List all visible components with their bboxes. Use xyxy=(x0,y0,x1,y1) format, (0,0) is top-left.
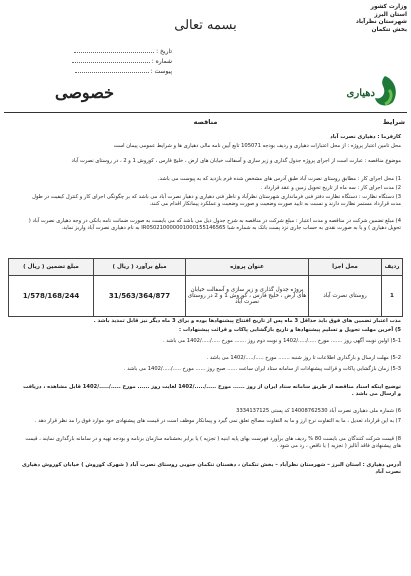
delivery-line-3: 5-3) زمان بازگشایی پاکات و قرائت پیشنهادات از سامانه ستاد ایران ساعت ...... صبح روز ...... مورخ ...../...../1402 می باشد . xyxy=(123,366,401,372)
address-line: آدرس دهیاری : استان البرز – شهرستان نظرآباد – بخش تنکمان ، دهستان تنکمان جنوبی روستای نصرت آباد ( شهرک کوروش ) خیابان کوروش دهیاری نصرت آباد xyxy=(21,462,401,475)
tender-title: مناقصه xyxy=(193,118,218,126)
date-label: تاریخ : xyxy=(156,48,172,55)
duration-line: 2) مدت اجرای کار : سه ماه از تاریخ تحویل زمین و عقد قرارداد . xyxy=(260,185,401,191)
delivery-line-4: توضیح اینکه اسناد مناقصه از طریق سامانه ستاد ایران از روز ...... مورخ ...../...../1402 لغایت روز ...... مورخ ...../...../1402 قابل مشاهده ، دریافت و ارسال می باشد . xyxy=(23,384,401,397)
number-field xyxy=(52,58,172,65)
table-header-row xyxy=(9,259,403,276)
guarantee-line: 4) مبلغ تضمین شرکت در مناقصه و مدت اعتبار : مبلغ شرکت در مناقصه به شرح جدول ذیل می باشد که می بایست به صورت ضمانت نامه بانکی در وجه دهیاری نصرت آباد ( تحویل دهیاری ) و یا به صورت نقدی به حساب جاری نزد پست بانک به شماره شبا IR050210000001000155146565 به نام دهیاری نصرت آباد واریز نماید. xyxy=(28,218,401,231)
date-field xyxy=(52,48,172,55)
number-label: شماره : xyxy=(151,58,172,65)
subject-line: موضوع مناقصه : عبارت است از اجرای پروژه جدول گذاری و زیر سازی و آسفالت خیابان های ارض ، خلیج فارس ، کوروش 1 و 2 ، در روستای نصرت آباد xyxy=(71,158,401,164)
attachment-label: پیوست : xyxy=(150,68,172,75)
supervision-line: 3) دستگاه نظارت : دستگاه نظارت دفتر فنی فرمانداری شهرستان نظرآباد و ناظر فنی دهیاری و دهیار نصرت آباد می باشد که بر چگونگی اجرای کار و کنترل کیفیت در طول مدت قرارداد مستمر نظارت دارند و نسبت به تایید صورت وضعیت و صورت وضعیت و عملکرد پیمانکار اقدام می کنند. xyxy=(32,194,401,207)
delivery-line-2: 5-2) مهلت ارسال و بارگذاری اطلاعات تا روز شنبه ....... مورخ ...../...../1402 می باشد . xyxy=(206,355,401,361)
funding-line: محل تامین اعتبار پروژه : از محل اعتبارات دهیاری و ردیف بودجه 105071 تابع آیین نامه مالی دهیاری ها و شرایط عمومی پیمان است xyxy=(113,143,401,149)
bismillah-heading: بسمه تعالی xyxy=(174,18,237,33)
item-8-line: 8) قیمت شرکت کنندگان می بایست 80 % ردیف های برآورد فهرست بهای پایه ابنیه ( تجزیه ) یا برابر بخشنامه سازمان برنامه و بودجه تهیه و در سامانه بارگذاری نمایند ، قیمت های پیشنهادی فاقد آنالیز ( تجزیه ) یا ناقص ، رد می شود . xyxy=(25,436,401,449)
conditions-title: شرایط xyxy=(382,118,405,126)
col-index: ردیف xyxy=(382,259,403,276)
tender-table xyxy=(8,258,403,317)
col-estimate: مبلغ برآورد ( ریال ) xyxy=(94,259,186,276)
cell-estimate: 31/563/364/877 xyxy=(94,276,186,317)
col-title: عنوان پروژه xyxy=(186,259,309,276)
header-divider xyxy=(4,112,407,113)
item-7-line: 7) به این قرارداد تعدیل ، ما به التفاوت نرخ ارز و ما به التفاوت مصالح تعلق نمی گیرد و پیمانکار موظف است در قیمت های پیشنهادی خود موارد فوق را مد نظر قرار دهد . xyxy=(34,418,401,424)
logo-text: دهیاری xyxy=(346,88,375,99)
contact-line: 6) شماره ملی دهیاری نصرت آباد 14008762530 کد پستی 3334137125 xyxy=(236,408,401,414)
employer-line: کارفرما : دهیاری نصرت آباد xyxy=(330,134,401,140)
delivery-title: 5) آخرین مهلت تحویل و تسلیم پیشنهادها و تاریخ بازگشایی پاکات و قرائت پیشنهادات : xyxy=(178,327,401,333)
col-location: محل اجرا xyxy=(309,259,382,276)
county-line: شهرستان نظرآباد xyxy=(355,19,407,25)
district-line: بخش تنکمان xyxy=(371,26,407,33)
delivery-line-1: 5-1) اولین نوبت آگهی روز ....... مورخ ...../...../1402 و نوبت دوم روز ....... مورخ ...../...../1402 می باشد . xyxy=(162,338,401,344)
location-line: 1) محل اجرای کار : مطابق روستای نصرت آباد طبق آدرس های مشخص شده فرم بازدید که به پیوست می باشد. xyxy=(158,176,401,182)
province-line: استان البرز xyxy=(374,11,407,18)
classification-title: خصوصی xyxy=(55,83,114,102)
col-guarantee: مبلغ تضمین ( ریال ) xyxy=(9,259,94,276)
validity-note: مدت اعتبار تضمین های فوق باید حداقل 3 ماه پس از تاریخ افتتاح پیشنهادها بوده و برای 3 ماه دیگر نیز قابل تمدید باشد . xyxy=(93,318,401,324)
cell-index: 1 xyxy=(382,276,403,317)
table-row xyxy=(9,276,403,317)
cell-title: پروژه جدول گذاری و زیر سازی و آسفالت خیابان های ارض ، خلیج فارس ، کوروش 1 و 2 در روستای نصرت آباد xyxy=(186,276,309,317)
cell-guarantee: 1/578/168/244 xyxy=(9,276,94,317)
attachment-field xyxy=(52,68,172,75)
ministry-line: وزارت کشور xyxy=(370,4,407,10)
cell-location: روستای نصرت آباد xyxy=(309,276,382,317)
dehyari-logo xyxy=(323,72,403,112)
